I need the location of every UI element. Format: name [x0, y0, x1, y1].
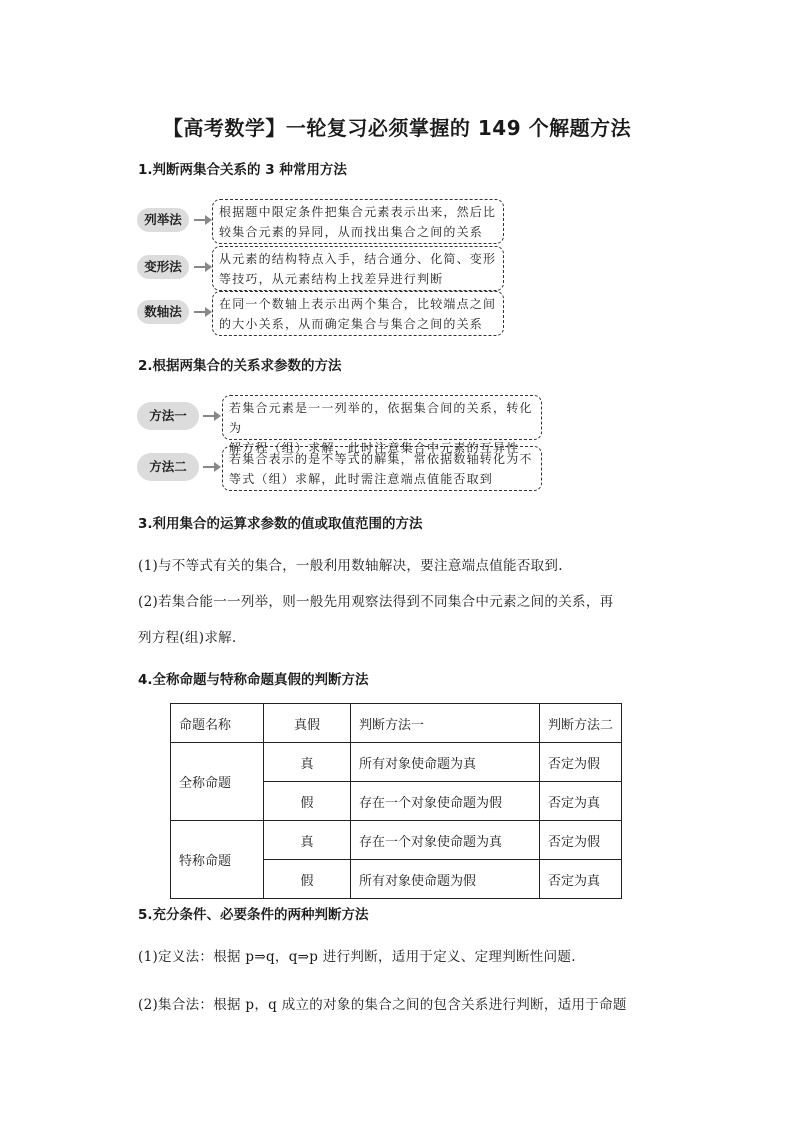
proposition-table [170, 703, 622, 899]
method-label-transform: 变形法 [137, 255, 189, 279]
method-desc-transform [212, 246, 504, 291]
arrow-icon [194, 219, 206, 221]
paragraph: (1)与不等式有关的集合，一般利用数轴解决，要注意端点值能否取到. [138, 558, 563, 574]
desc-line: 若集合表示的是不等式的解集，常依据数轴转化为不 [229, 452, 533, 466]
table-header-cell: 判断方法一 [351, 704, 540, 743]
method-label-number-line: 数轴法 [137, 300, 189, 324]
desc-line: 若集合元素是一一列举的，依据集合间的关系，转化为 [229, 401, 533, 435]
method-label-enumeration: 列举法 [137, 208, 189, 232]
page-title: 【高考数学】一轮复习必须掌握的 149 个解题方法 [162, 116, 632, 140]
paragraph: 列方程(组)求解. [138, 630, 237, 646]
table-cell: 假 [264, 860, 351, 899]
table-header-cell: 真假 [264, 704, 351, 743]
method-desc-number-line [212, 291, 504, 336]
paragraph: (1)定义法：根据 p⇒q，q⇒p 进行判断，适用于定义、定理判断性问题. [138, 949, 576, 965]
desc-line: 解方程（组）求解，此时注意集合中元素的互异性 [229, 441, 520, 455]
desc-line: 根据题中限定条件把集合元素表示出来，然后比 [219, 205, 497, 219]
table-cell: 真 [264, 821, 351, 860]
table-header-row [171, 704, 622, 743]
table-cell: 否定为假 [540, 743, 622, 782]
table-cell: 存在一个对象使命题为假 [351, 782, 540, 821]
paragraph: (2)若集合能一一列举，则一般先用观察法得到不同集合中元素之间的关系，再 [138, 594, 614, 610]
desc-line: 从元素的结构特点入手，结合通分、化简、变形 [219, 252, 497, 266]
section-3-heading: 3.利用集合的运算求参数的值或取值范围的方法 [138, 516, 423, 532]
table-cell: 所有对象使命题为假 [351, 860, 540, 899]
desc-line: 等技巧，从元素结构上找差异进行判断 [219, 272, 444, 286]
desc-line: 在同一个数轴上表示出两个集合，比较端点之间 [219, 297, 497, 311]
table-cell: 存在一个对象使命题为真 [351, 821, 540, 860]
method-desc-two [222, 446, 542, 491]
method-desc-one [222, 395, 542, 455]
section-4-heading: 4.全称命题与特称命题真假的判断方法 [138, 672, 369, 688]
arrow-icon [194, 266, 206, 268]
section-5-heading: 5.充分条件、必要条件的两种判断方法 [138, 907, 369, 923]
desc-line: 等式（组）求解，此时需注意端点值能否取到 [229, 472, 494, 486]
paragraph: (2)集合法：根据 p，q 成立的对象的集合之间的包含关系进行判断，适用于命题 [138, 997, 627, 1013]
desc-line: 较集合元素的异同，从而找出集合之间的关系 [219, 225, 484, 239]
method-label-one: 方法一 [137, 402, 199, 430]
table-row [171, 743, 622, 782]
table-cell: 特称命题 [171, 821, 264, 899]
table-header-cell: 命题名称 [171, 704, 264, 743]
arrow-icon [203, 415, 215, 417]
section-1-heading: 1.判断两集合关系的 3 种常用方法 [138, 162, 347, 178]
section-2-heading: 2.根据两集合的关系求参数的方法 [138, 358, 342, 374]
method-label-two: 方法二 [137, 453, 199, 481]
arrow-icon [203, 466, 215, 468]
method-desc-enumeration [212, 199, 504, 244]
table-cell: 真 [264, 743, 351, 782]
table-row [171, 821, 622, 860]
table-cell: 所有对象使命题为真 [351, 743, 540, 782]
table-cell: 否定为假 [540, 821, 622, 860]
table-cell: 否定为真 [540, 782, 622, 821]
table-cell: 假 [264, 782, 351, 821]
table-header-cell: 判断方法二 [540, 704, 622, 743]
arrow-icon [194, 311, 206, 313]
table-cell: 否定为真 [540, 860, 622, 899]
desc-line: 的大小关系，从而确定集合与集合之间的关系 [219, 317, 484, 331]
table-cell: 全称命题 [171, 743, 264, 821]
